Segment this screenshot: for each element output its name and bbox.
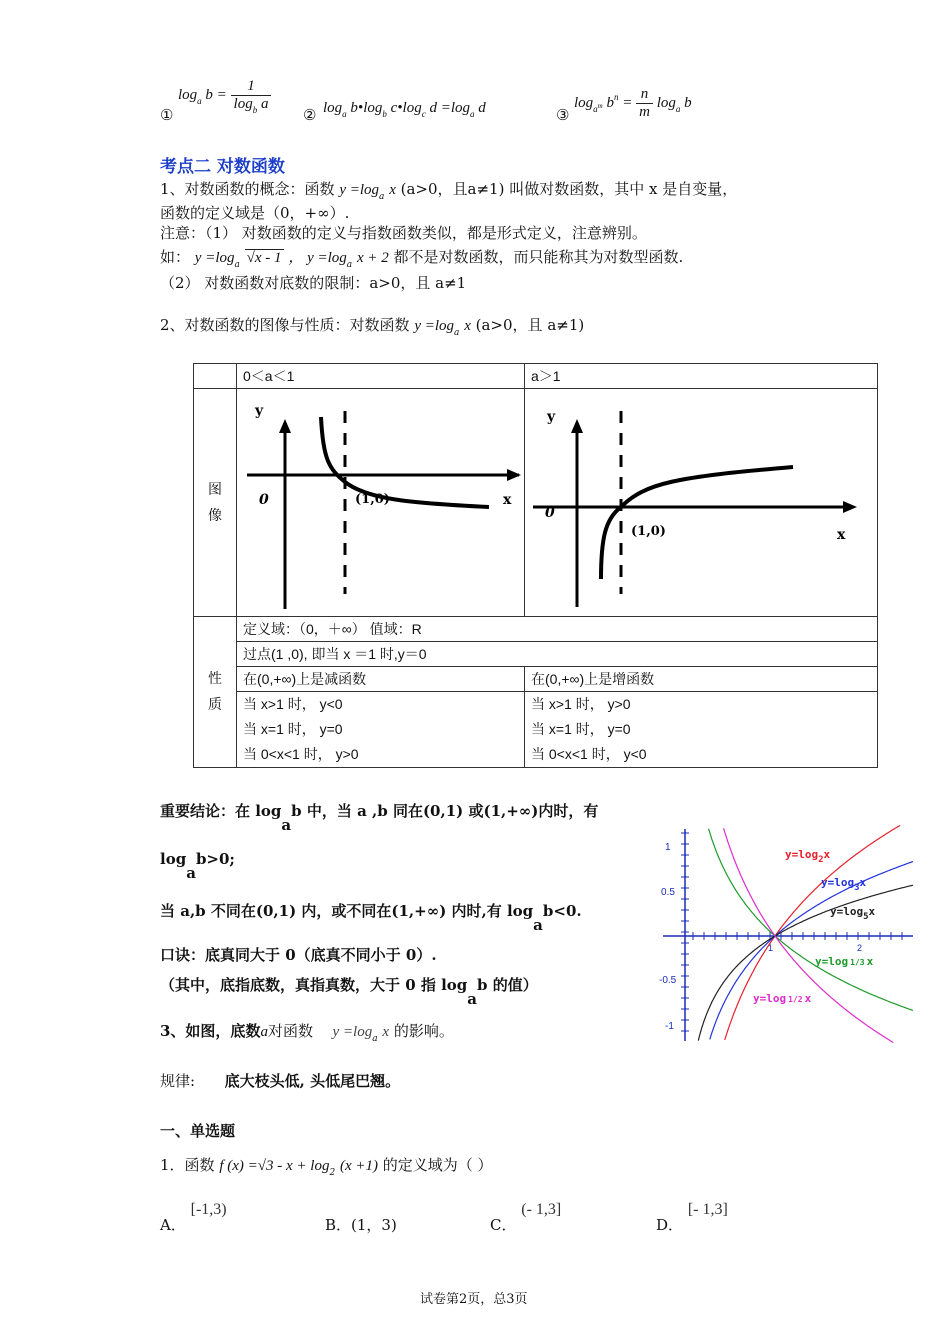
header-col-2: a＞1 (525, 364, 878, 389)
formula-2-circle: ② (303, 106, 317, 124)
question-1: 1．函数 f $(x) =√3 - x + \log_2 (x +1)$ 的定义域为（ ） (160, 1156, 493, 1178)
paragraph-3: 注意：（1） 对数函数的定义与指数函数类似，都是形式定义，注意辨别。 (160, 224, 647, 242)
curve-log3 (710, 862, 913, 1040)
graph-increasing-cell (525, 389, 878, 617)
label-log5: $y=\log_5x$ (830, 905, 876, 922)
graph-x-label: x (503, 492, 512, 508)
log-bases-chart (655, 825, 915, 1043)
table-corner (194, 364, 237, 389)
graph-decreasing (237, 389, 524, 613)
y-axis-arrow-icon (571, 419, 583, 433)
prop-domain-range: 定义域：（0，＋∞） 值域：R (237, 617, 878, 642)
option-a[interactable]: A． [-1,3) (160, 1201, 227, 1234)
page-footer: 试卷第2页，总3页 (420, 1292, 528, 1307)
formula-3: $\log_{a^m} b^n$ = $\frac{n}{m}$ $\log_a b$ (574, 86, 692, 120)
label-log2: $y=\log_2x$ (785, 848, 831, 865)
graph-y-label: y (547, 409, 556, 425)
graph-point-label: (1,0) (355, 492, 390, 507)
paragraph-2: 函数的定义域是（0，+∞）. (160, 204, 350, 222)
point-3: 3、如图，底数a对函数 $y =\log_a$ x 的影响。 (160, 1022, 454, 1044)
chart-ytick-neg-0-5: -0.5 (659, 975, 677, 986)
row-label-props: 性 质 (194, 617, 237, 768)
prop-sign-decreasing: 当 x>1 时， y<0 当 x=1 时， y=0 当 0<x<1 时， y>0 (237, 692, 525, 768)
formula-2: $\log_a$ $b•\log_b$ $c•\log_c$ $d =\log_a$ d (323, 100, 486, 119)
prop-decreasing: 在(0,+∞)上是减函数 (237, 667, 525, 692)
prop-fixed-point: 过点(1 ,0), 即当 x ＝1 时,y＝0 (237, 642, 878, 667)
graph-point-label: (1,0) (631, 524, 666, 539)
chart-xtick-2: 2 (857, 943, 863, 953)
graph-origin-label: 0 (259, 492, 269, 508)
prop-sign-increasing: 当 x>1 时， y>0 当 x=1 时， y=0 当 0<x<1 时， y<0 (525, 692, 878, 768)
graph-x-label: x (837, 527, 846, 543)
chart-ytick-neg-1: -1 (665, 1021, 674, 1032)
mnemonic: 口诀：底真同大于 0（底真不同小于 0）. (160, 946, 437, 964)
paragraph-5: （2） 对数函数对底数的限制：a>0，且 a≠1 (160, 274, 467, 292)
conclusion-line-1: 重要结论：在 logab 中，当 a ,b 同在(0,1) 或(1,+∞)内时，有 (160, 802, 599, 834)
formula-1: $\log_a b$ = $\frac{1}{\log_b a}$ (178, 78, 271, 113)
chart-ytick-0-5: 0.5 (661, 887, 675, 898)
graph-increasing (525, 389, 877, 613)
option-d[interactable]: D． [- 1,3] (656, 1201, 728, 1234)
formula-1-circle: ① (160, 106, 174, 124)
conclusion-line-3: 当 a,b 不同在(0,1) 内，或不同在(1,+∞) 内时,有 logab<0. (160, 902, 582, 934)
option-c[interactable]: C． (- 1,3] (490, 1201, 562, 1234)
graph-decreasing-cell (237, 389, 525, 617)
formula-3-circle: ③ (556, 106, 570, 124)
label-log1-3: y=log 1/3 x (815, 955, 874, 968)
header-col-1: 0＜a＜1 (237, 364, 525, 389)
prop-increasing: 在(0,+∞)上是增函数 (525, 667, 878, 692)
paragraph-6: 2、对数函数的图像与性质：对数函数 $y =\log_a$ x (a>0，且 a≠1) (160, 316, 585, 338)
y-axis-arrow-icon (279, 419, 291, 433)
graph-y-label: y (255, 403, 264, 419)
row-label-image: 图 像 (194, 389, 237, 617)
section-single-choice: 一、单选题 (160, 1122, 236, 1140)
x-axis-arrow-icon (843, 501, 857, 513)
chart-xtick-1: 1 (768, 943, 774, 953)
label-log3: $y=\log_3x$ (821, 876, 867, 893)
rule-line: 规律: 底大枝头低, 头低尾巴翘。 (160, 1072, 401, 1090)
increasing-curve (601, 467, 793, 579)
paragraph-1: 1、对数函数的概念：函数 $y =\log_a$ x (a>0，且a≠1) 叫做对数函数，其中 x 是自变量， (160, 180, 738, 202)
paragraph-4: 如： $y =\log_a$ √x - 1 ， $y =\log_a$ x + 2 都不是对数函数，而只能称其为对数型函数. (160, 248, 684, 270)
curve-log5 (698, 885, 913, 1040)
option-b[interactable]: B．(1，3) (325, 1216, 397, 1234)
conclusion-line-2: logab>0; (160, 850, 235, 882)
properties-table (193, 363, 878, 768)
label-log1-2: y=log 1/2 x (753, 992, 812, 1005)
x-axis-arrow-icon (507, 469, 521, 481)
chart-ytick-1: 1 (665, 842, 671, 853)
section-heading: 考点二 对数函数 (160, 157, 285, 177)
graph-origin-label: 0 (545, 505, 555, 521)
mnemonic-note: （其中，底指底数，真指真数，大于 0 指 logab 的值） (160, 976, 538, 1008)
